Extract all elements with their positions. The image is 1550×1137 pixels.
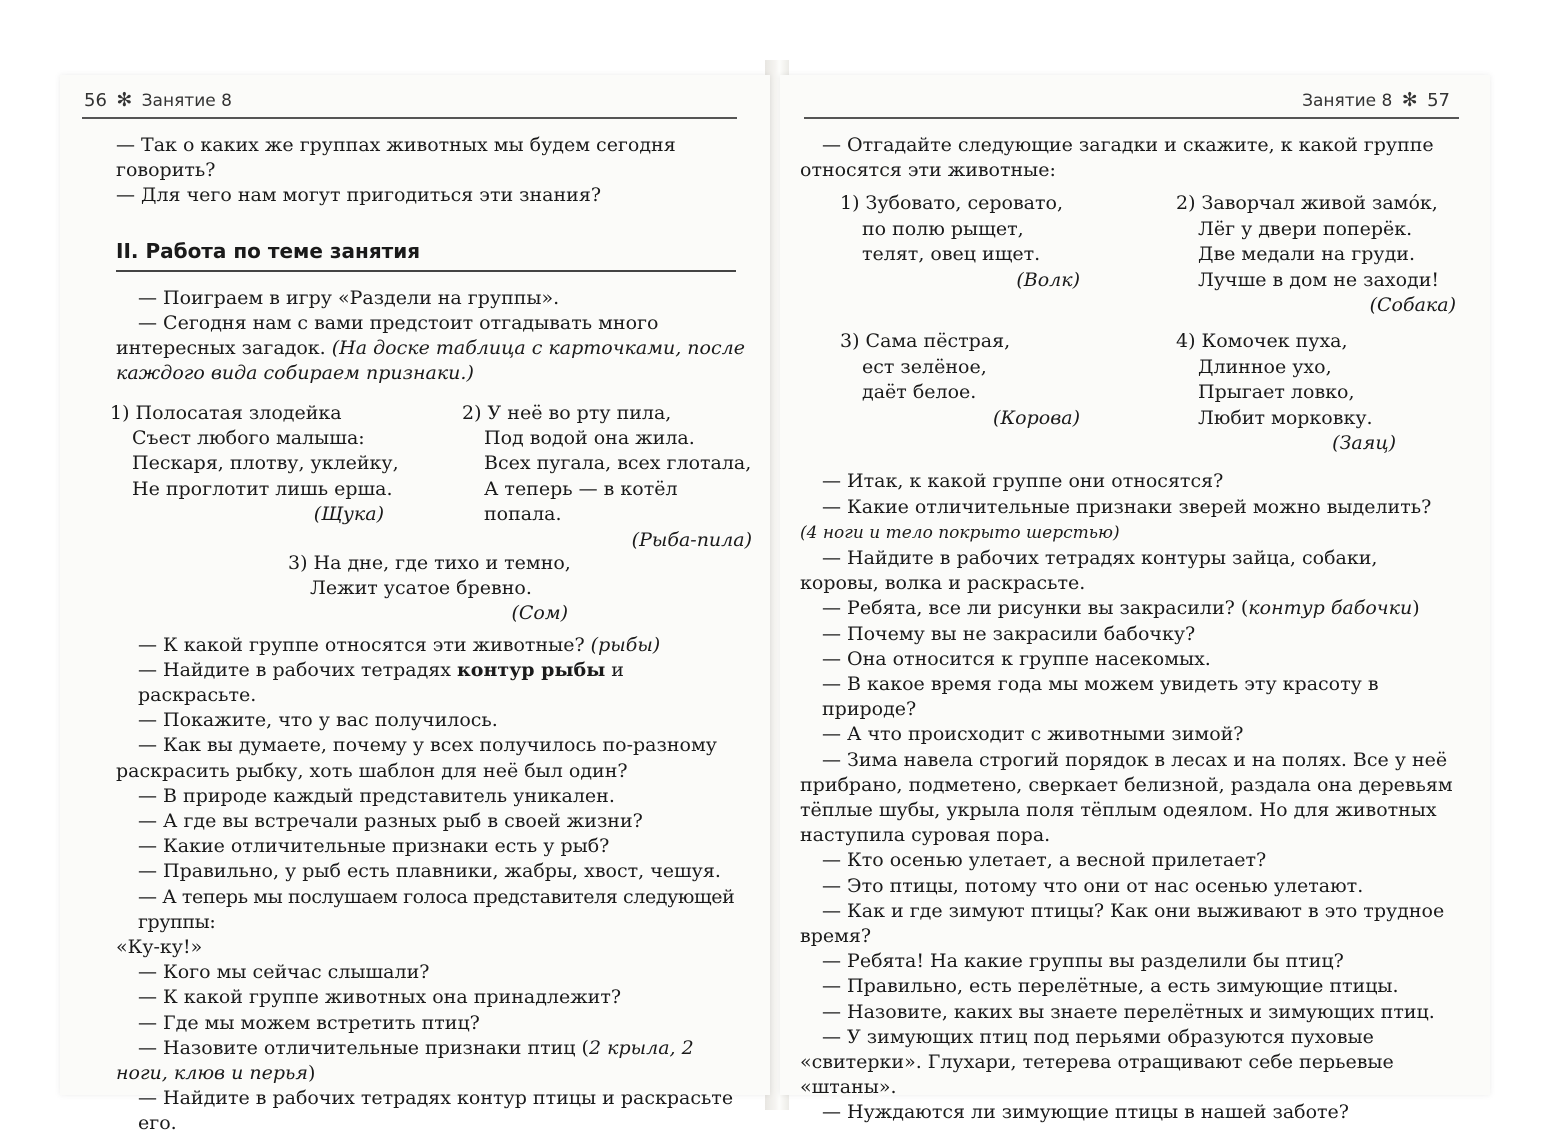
riddle-line: Лёг у двери поперёк. xyxy=(1198,217,1413,240)
riddle xyxy=(1176,329,1396,456)
paragraph-text: — Найдите в рабочих тетрадях xyxy=(138,658,458,681)
riddles-mammals xyxy=(800,191,1455,469)
riddle-line: Под водой она жила. xyxy=(484,427,695,450)
paragraph: — Как вы думаете, почему у всех получилось по-разному раскрасить рыбку, хоть шаблон для неё был один? xyxy=(116,734,717,782)
riddle-line: А теперь — в котёл попала. xyxy=(484,477,678,526)
paragraph: — Так о каких же группах животных мы будем сегодня говорить? xyxy=(116,134,676,182)
riddle-line: 1) Полосатая злодейка xyxy=(110,401,342,424)
riddle xyxy=(462,401,752,553)
riddle-line: 2) Заворчал живой замо́к, xyxy=(1176,192,1438,215)
paragraph: — Где мы можем встретить птиц? xyxy=(138,1011,480,1034)
right-page-text xyxy=(800,133,1455,1126)
riddle-line: Лежит усатое бревно. xyxy=(310,577,532,600)
riddle xyxy=(1176,191,1456,318)
paragraph: — К какой группе животных она принадлежит? xyxy=(138,986,622,1009)
riddle-line: Всех пугала, всех глотала, xyxy=(484,452,752,475)
riddle-line: Пескаря, плотву, уклейку, xyxy=(132,452,399,475)
riddle xyxy=(288,551,588,627)
paragraph: — Правильно, есть перелётные, а есть зимующие птицы. xyxy=(822,975,1399,998)
paragraph: — В какое время года мы можем увидеть эту красоту в природе? xyxy=(822,673,1379,721)
paragraph: — У зимующих птиц под перьями образуются пуховые «свитерки». Глухари, тетерева отращивают себе перьевые «штаны». xyxy=(800,1025,1394,1099)
star-ornament-icon: ✻ xyxy=(116,89,133,111)
paragraph-text: ) xyxy=(308,1062,316,1085)
page-number: 57 xyxy=(1427,90,1450,111)
star-ornament-icon: ✻ xyxy=(1401,89,1418,111)
chapter-title: Занятие 8 xyxy=(1302,91,1393,111)
riddle-line: Съест любого малыша: xyxy=(132,427,365,450)
paragraph: — Отгадайте следующие загадки и скажите, к какой группе относятся эти животные: xyxy=(800,134,1434,182)
paragraph: — Нуждаются ли зимующие птицы в нашей заботе? xyxy=(822,1101,1349,1124)
paragraph: — Кого мы сейчас слышали? xyxy=(138,961,430,984)
paragraph: — Какие отличительные признаки есть у рыб? xyxy=(138,835,610,858)
riddle-line: 3) Сама пёстрая, xyxy=(840,330,1011,353)
paragraph-text: — Ребята, все ли рисунки вы закрасили? ( xyxy=(822,597,1249,620)
chapter-title: Занятие 8 xyxy=(141,91,232,111)
riddle-line: 2) У неё во рту пила, xyxy=(462,401,672,424)
teacher-note: (На доске таблица с карточками, после каждого вида собираем признаки.) xyxy=(116,337,745,385)
paragraph: — Найдите в рабочих тетрадях контур птицы и раскрасьте его. xyxy=(138,1087,734,1135)
riddle xyxy=(840,191,1080,293)
riddle xyxy=(110,401,430,528)
paragraph xyxy=(800,596,1455,621)
paragraph: — А теперь мы послушаем голоса представителя следующей группы: xyxy=(138,885,735,933)
paragraph xyxy=(94,311,746,387)
riddle-line: даёт белое. xyxy=(862,381,977,404)
riddle-line: Две медали на груди. xyxy=(1198,243,1415,266)
paragraph: — А что происходит с животными зимой? xyxy=(822,723,1244,746)
paragraph: — Для чего нам могут пригодиться эти знания? xyxy=(116,184,602,207)
paragraph: — Как и где зимуют птицы? Как они выживают в это трудное время? xyxy=(800,899,1445,948)
answer-note: (4 ноги и тело покрыто шерстью) xyxy=(800,522,1120,543)
riddle-answer: (Заяц) xyxy=(1332,432,1396,455)
riddle-line: Прыгает ловко, xyxy=(1198,381,1355,404)
heading-rule xyxy=(116,270,736,272)
left-running-head xyxy=(84,89,232,111)
page-number: 56 xyxy=(84,90,107,111)
riddle-answer: (Собака) xyxy=(1369,294,1456,317)
paragraph: — Кто осенью улетает, а весной прилетает? xyxy=(822,849,1267,872)
paragraph xyxy=(116,633,746,658)
paragraph: — Итак, к какой группе они относятся? xyxy=(822,470,1224,493)
answer-note: контур бабочки xyxy=(1248,597,1413,620)
bold-term: контур рыбы xyxy=(457,658,606,681)
riddle-answer: (Щука) xyxy=(313,503,384,526)
riddle-line: ест зелёное, xyxy=(862,355,987,378)
paragraph-text: — К какой группе относятся эти животные? xyxy=(138,633,591,656)
riddle-line: Лучше в дом не заходи! xyxy=(1198,268,1440,291)
answer-note: 2 крыла, 2 ноги, клюв и перья xyxy=(116,1036,694,1085)
riddles-fish xyxy=(110,401,752,633)
paragraph: — Ребята! На какие группы вы разделили бы птиц? xyxy=(822,950,1344,973)
riddle-line: Любит морковку. xyxy=(1198,406,1373,429)
paragraph: — Поиграем в игру «Раздели на группы». xyxy=(138,286,560,309)
section-heading: II. Работа по теме занятия xyxy=(116,238,421,263)
paragraph: — Покажите, что у вас получилось. xyxy=(138,709,498,732)
paragraph-text: — Назовите отличительные признаки птиц ( xyxy=(138,1036,589,1059)
paragraph xyxy=(116,1036,746,1086)
paragraph xyxy=(116,658,746,708)
right-page xyxy=(780,75,1490,1124)
riddle-answer: (Рыба-пила) xyxy=(631,528,752,551)
riddle-line: 4) Комочек пуха, xyxy=(1176,330,1348,353)
riddle-line: 3) На дне, где тихо и темно, xyxy=(288,551,571,574)
paragraph: — Назовите, каких вы знаете перелётных и зимующих птиц. xyxy=(822,1000,1435,1023)
riddle-line: телят, овец ищет. xyxy=(862,243,1041,266)
header-rule xyxy=(804,117,1459,119)
left-page-text xyxy=(110,133,752,1137)
left-page xyxy=(60,75,770,1135)
riddle-line: по полю рыщет, xyxy=(862,217,1024,240)
paragraph-text: — Сегодня нам с вами предстоит отгадывать много интересных загадок. xyxy=(116,312,659,360)
paragraph xyxy=(800,520,1455,546)
right-running-head xyxy=(1302,89,1450,111)
riddle-line: 1) Зубовато, серовато, xyxy=(840,192,1063,215)
paragraph: — Зима навела строгий порядок в лесах и на полях. Все у неё прибрано, подметено, сверкает белизной, раздала она деревьям тёплые шубы, укрыла поля тёплым одеялом. Но для животных наступила суровая пора. xyxy=(800,748,1453,847)
riddle-answer: (Сом) xyxy=(511,602,568,625)
paragraph: — Это птицы, потому что они от нас осенью улетают. xyxy=(822,874,1364,897)
paragraph: — Какие отличительные признаки зверей можно выделить? xyxy=(822,495,1432,518)
riddle-line: Не проглотит лишь ерша. xyxy=(132,477,393,500)
header-rule xyxy=(82,117,737,119)
answer-note: (рыбы) xyxy=(590,633,661,656)
paragraph: — А где вы встречали разных рыб в своей жизни? xyxy=(138,810,643,833)
paragraph-text: и раскрасьте. xyxy=(138,658,624,707)
riddle-answer: (Волк) xyxy=(1016,268,1080,291)
paragraph: — Почему вы не закрасили бабочку? xyxy=(822,622,1196,645)
paragraph-text: ) xyxy=(1412,597,1420,620)
riddle-line: Длинное ухо, xyxy=(1198,355,1332,378)
paragraph: — Правильно, у рыб есть плавники, жабры, хвост, чешуя. xyxy=(138,860,721,883)
paragraph: — В природе каждый представитель уникален. xyxy=(138,784,615,807)
paragraph: — Она относится к группе насекомых. xyxy=(822,647,1211,670)
riddle-answer: (Корова) xyxy=(993,406,1080,429)
paragraph: — Найдите в рабочих тетрадях контуры зайца, собаки, коровы, волка и раскрасьте. xyxy=(800,547,1378,595)
riddle xyxy=(840,329,1080,431)
paragraph: «Ку-ку!» xyxy=(116,936,203,959)
